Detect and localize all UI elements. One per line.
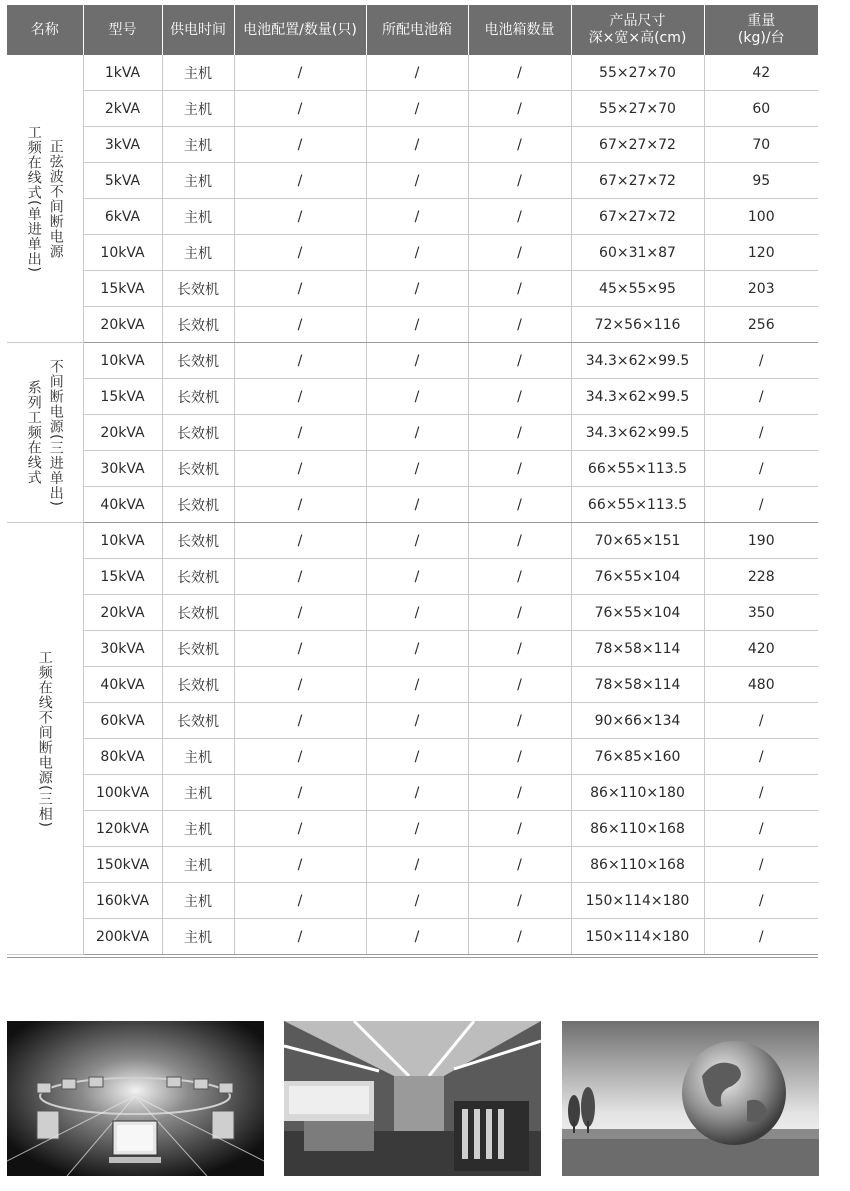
battery-box-cell: /: [366, 199, 468, 235]
battery-box-cell: /: [366, 343, 468, 379]
col-header-size: [571, 5, 704, 55]
model-cell: 3kVA: [83, 127, 162, 163]
battery-config-cell: /: [234, 667, 366, 703]
power-time-cell: 长效机: [162, 307, 234, 343]
power-time-cell: 长效机: [162, 703, 234, 739]
model-cell: 20kVA: [83, 595, 162, 631]
photo-monitoring-room: [7, 1021, 264, 1176]
weight-cell: 190: [704, 523, 818, 559]
model-cell: 10kVA: [83, 235, 162, 271]
table-row: [7, 163, 818, 199]
battery-box-cell: /: [366, 235, 468, 271]
battery-box-cell: /: [366, 739, 468, 775]
model-cell: 60kVA: [83, 703, 162, 739]
weight-cell: /: [704, 919, 818, 955]
battery-box-qty-cell: /: [468, 919, 571, 955]
group-name-line: 正弦波不间断电源: [47, 138, 64, 259]
size-cell: 55×27×70: [571, 91, 704, 127]
table-row: [7, 451, 818, 487]
size-cell: 78×58×114: [571, 667, 704, 703]
power-time-cell: 主机: [162, 811, 234, 847]
table-row: [7, 199, 818, 235]
table-row: [7, 127, 818, 163]
model-cell: 1kVA: [83, 55, 162, 91]
weight-cell: 60: [704, 91, 818, 127]
model-cell: 30kVA: [83, 631, 162, 667]
size-cell: 78×58×114: [571, 631, 704, 667]
battery-box-cell: /: [366, 883, 468, 919]
power-time-cell: 长效机: [162, 631, 234, 667]
battery-config-cell: /: [234, 739, 366, 775]
photo-office-interior: [284, 1021, 541, 1176]
weight-cell: 100: [704, 199, 818, 235]
table-row: [7, 559, 818, 595]
weight-cell: /: [704, 883, 818, 919]
power-time-cell: 主机: [162, 91, 234, 127]
weight-cell: 350: [704, 595, 818, 631]
weight-cell: 95: [704, 163, 818, 199]
battery-config-cell: /: [234, 307, 366, 343]
col-header-weight-line2: (kg)/台: [737, 30, 785, 46]
battery-box-cell: /: [366, 667, 468, 703]
size-cell: 66×55×113.5: [571, 487, 704, 523]
table-row: [7, 487, 818, 523]
group-name-line: 工频在线不间断电源(三相): [36, 649, 53, 828]
battery-config-cell: /: [234, 631, 366, 667]
weight-cell: 42: [704, 55, 818, 91]
battery-box-qty-cell: /: [468, 667, 571, 703]
table-body: [7, 55, 818, 955]
table-row: [7, 667, 818, 703]
col-header-weight-line1: 重量: [747, 13, 776, 29]
group-name-cell: [7, 343, 83, 523]
power-time-cell: 主机: [162, 127, 234, 163]
table-row: [7, 415, 818, 451]
power-time-cell: 主机: [162, 847, 234, 883]
battery-config-cell: /: [234, 703, 366, 739]
power-time-cell: 长效机: [162, 271, 234, 307]
battery-box-cell: /: [366, 559, 468, 595]
model-cell: 200kVA: [83, 919, 162, 955]
battery-config-cell: /: [234, 163, 366, 199]
size-cell: 86×110×168: [571, 847, 704, 883]
col-header-model: 型号: [83, 5, 162, 55]
power-time-cell: 长效机: [162, 559, 234, 595]
battery-box-qty-cell: /: [468, 775, 571, 811]
battery-box-cell: /: [366, 631, 468, 667]
model-cell: 5kVA: [83, 163, 162, 199]
battery-box-qty-cell: /: [468, 343, 571, 379]
table-row: [7, 775, 818, 811]
battery-box-qty-cell: /: [468, 595, 571, 631]
table-row: [7, 271, 818, 307]
battery-box-cell: /: [366, 775, 468, 811]
header-row: [7, 5, 818, 55]
battery-config-cell: /: [234, 127, 366, 163]
table-row: [7, 55, 818, 91]
size-cell: 70×65×151: [571, 523, 704, 559]
battery-box-cell: /: [366, 271, 468, 307]
weight-cell: 70: [704, 127, 818, 163]
battery-box-cell: /: [366, 919, 468, 955]
battery-box-qty-cell: /: [468, 847, 571, 883]
battery-box-cell: /: [366, 127, 468, 163]
power-time-cell: 长效机: [162, 595, 234, 631]
weight-cell: 203: [704, 271, 818, 307]
table-row: [7, 343, 818, 379]
table-row: [7, 811, 818, 847]
weight-cell: 120: [704, 235, 818, 271]
power-time-cell: 主机: [162, 199, 234, 235]
weight-cell: /: [704, 775, 818, 811]
size-cell: 86×110×168: [571, 811, 704, 847]
table-bottom-rule: [7, 957, 818, 958]
battery-box-qty-cell: /: [468, 163, 571, 199]
battery-box-qty-cell: /: [468, 487, 571, 523]
battery-config-cell: /: [234, 379, 366, 415]
size-cell: 90×66×134: [571, 703, 704, 739]
table-row: [7, 631, 818, 667]
weight-cell: /: [704, 415, 818, 451]
power-time-cell: 长效机: [162, 343, 234, 379]
battery-box-qty-cell: /: [468, 739, 571, 775]
battery-box-qty-cell: /: [468, 127, 571, 163]
model-cell: 10kVA: [83, 343, 162, 379]
battery-box-cell: /: [366, 379, 468, 415]
battery-config-cell: /: [234, 271, 366, 307]
col-header-name: 名称: [7, 5, 83, 55]
battery-box-qty-cell: /: [468, 307, 571, 343]
power-time-cell: 长效机: [162, 487, 234, 523]
table-row: [7, 523, 818, 559]
col-header-battery-box: 所配电池箱: [366, 5, 468, 55]
size-cell: 67×27×72: [571, 199, 704, 235]
model-cell: 20kVA: [83, 415, 162, 451]
group-name-line: 不间断电源(三进单出): [47, 358, 64, 507]
col-header-battery-box-qty: 电池箱数量: [468, 5, 571, 55]
size-cell: 76×55×104: [571, 559, 704, 595]
group-name-line: 工频在线式(单进单出): [25, 124, 42, 273]
col-header-weight: [704, 5, 818, 55]
battery-config-cell: /: [234, 55, 366, 91]
battery-box-cell: /: [366, 415, 468, 451]
size-cell: 67×27×72: [571, 163, 704, 199]
size-cell: 150×114×180: [571, 883, 704, 919]
power-time-cell: 长效机: [162, 379, 234, 415]
battery-box-qty-cell: /: [468, 91, 571, 127]
weight-cell: /: [704, 343, 818, 379]
battery-box-qty-cell: /: [468, 883, 571, 919]
battery-box-cell: /: [366, 811, 468, 847]
battery-config-cell: /: [234, 523, 366, 559]
weight-cell: /: [704, 451, 818, 487]
power-time-cell: 长效机: [162, 451, 234, 487]
size-cell: 55×27×70: [571, 55, 704, 91]
power-time-cell: 长效机: [162, 667, 234, 703]
battery-box-cell: /: [366, 523, 468, 559]
battery-config-cell: /: [234, 343, 366, 379]
table-row: [7, 235, 818, 271]
model-cell: 10kVA: [83, 523, 162, 559]
spec-table: [7, 5, 818, 955]
model-cell: 160kVA: [83, 883, 162, 919]
model-cell: 6kVA: [83, 199, 162, 235]
battery-box-qty-cell: /: [468, 271, 571, 307]
size-cell: 34.3×62×99.5: [571, 343, 704, 379]
group-name-cell: [7, 523, 83, 955]
size-cell: 76×85×160: [571, 739, 704, 775]
weight-cell: 256: [704, 307, 818, 343]
model-cell: 30kVA: [83, 451, 162, 487]
power-time-cell: 长效机: [162, 523, 234, 559]
battery-box-qty-cell: /: [468, 631, 571, 667]
photo-globe-landscape: [562, 1021, 819, 1176]
model-cell: 100kVA: [83, 775, 162, 811]
battery-box-cell: /: [366, 55, 468, 91]
col-header-size-line2: 深×宽×高(cm): [588, 30, 687, 46]
battery-box-qty-cell: /: [468, 379, 571, 415]
table-row: [7, 703, 818, 739]
battery-config-cell: /: [234, 595, 366, 631]
col-header-battery-config: 电池配置/数量(只): [234, 5, 366, 55]
power-time-cell: 主机: [162, 55, 234, 91]
power-time-cell: 主机: [162, 883, 234, 919]
model-cell: 15kVA: [83, 271, 162, 307]
table-row: [7, 379, 818, 415]
battery-box-qty-cell: /: [468, 559, 571, 595]
battery-config-cell: /: [234, 487, 366, 523]
col-header-size-line1: 产品尺寸: [609, 13, 666, 29]
model-cell: 150kVA: [83, 847, 162, 883]
battery-config-cell: /: [234, 919, 366, 955]
battery-box-qty-cell: /: [468, 811, 571, 847]
power-time-cell: 主机: [162, 919, 234, 955]
battery-box-cell: /: [366, 703, 468, 739]
model-cell: 20kVA: [83, 307, 162, 343]
col-header-power-time: 供电时间: [162, 5, 234, 55]
weight-cell: /: [704, 703, 818, 739]
battery-config-cell: /: [234, 415, 366, 451]
battery-box-qty-cell: /: [468, 415, 571, 451]
battery-config-cell: /: [234, 235, 366, 271]
size-cell: 60×31×87: [571, 235, 704, 271]
battery-config-cell: /: [234, 883, 366, 919]
size-cell: 76×55×104: [571, 595, 704, 631]
power-time-cell: 主机: [162, 235, 234, 271]
battery-config-cell: /: [234, 775, 366, 811]
battery-config-cell: /: [234, 91, 366, 127]
table-row: [7, 919, 818, 955]
size-cell: 72×56×116: [571, 307, 704, 343]
group-name-cell: [7, 55, 83, 343]
weight-cell: /: [704, 811, 818, 847]
model-cell: 15kVA: [83, 379, 162, 415]
table-row: [7, 595, 818, 631]
weight-cell: /: [704, 847, 818, 883]
battery-box-cell: /: [366, 91, 468, 127]
model-cell: 15kVA: [83, 559, 162, 595]
size-cell: 150×114×180: [571, 919, 704, 955]
battery-config-cell: /: [234, 847, 366, 883]
weight-cell: 480: [704, 667, 818, 703]
battery-box-cell: /: [366, 847, 468, 883]
size-cell: 67×27×72: [571, 127, 704, 163]
battery-box-qty-cell: /: [468, 451, 571, 487]
weight-cell: /: [704, 739, 818, 775]
battery-box-cell: /: [366, 595, 468, 631]
battery-box-qty-cell: /: [468, 199, 571, 235]
model-cell: 2kVA: [83, 91, 162, 127]
battery-config-cell: /: [234, 451, 366, 487]
weight-cell: /: [704, 487, 818, 523]
size-cell: 45×55×95: [571, 271, 704, 307]
battery-box-cell: /: [366, 487, 468, 523]
battery-box-cell: /: [366, 451, 468, 487]
battery-box-qty-cell: /: [468, 235, 571, 271]
battery-config-cell: /: [234, 559, 366, 595]
size-cell: 34.3×62×99.5: [571, 379, 704, 415]
battery-config-cell: /: [234, 811, 366, 847]
size-cell: 66×55×113.5: [571, 451, 704, 487]
power-time-cell: 主机: [162, 739, 234, 775]
weight-cell: 420: [704, 631, 818, 667]
power-time-cell: 主机: [162, 163, 234, 199]
weight-cell: 228: [704, 559, 818, 595]
power-time-cell: 长效机: [162, 415, 234, 451]
model-cell: 120kVA: [83, 811, 162, 847]
weight-cell: /: [704, 379, 818, 415]
model-cell: 40kVA: [83, 667, 162, 703]
table-row: [7, 91, 818, 127]
size-cell: 34.3×62×99.5: [571, 415, 704, 451]
battery-box-cell: /: [366, 163, 468, 199]
table-row: [7, 883, 818, 919]
battery-box-qty-cell: /: [468, 55, 571, 91]
model-cell: 40kVA: [83, 487, 162, 523]
battery-box-qty-cell: /: [468, 703, 571, 739]
battery-box-qty-cell: /: [468, 523, 571, 559]
battery-config-cell: /: [234, 199, 366, 235]
power-time-cell: 主机: [162, 775, 234, 811]
table-row: [7, 847, 818, 883]
size-cell: 86×110×180: [571, 775, 704, 811]
table-row: [7, 307, 818, 343]
table-row: [7, 739, 818, 775]
model-cell: 80kVA: [83, 739, 162, 775]
battery-box-cell: /: [366, 307, 468, 343]
group-name-line: 系列工频在线式: [25, 380, 42, 485]
